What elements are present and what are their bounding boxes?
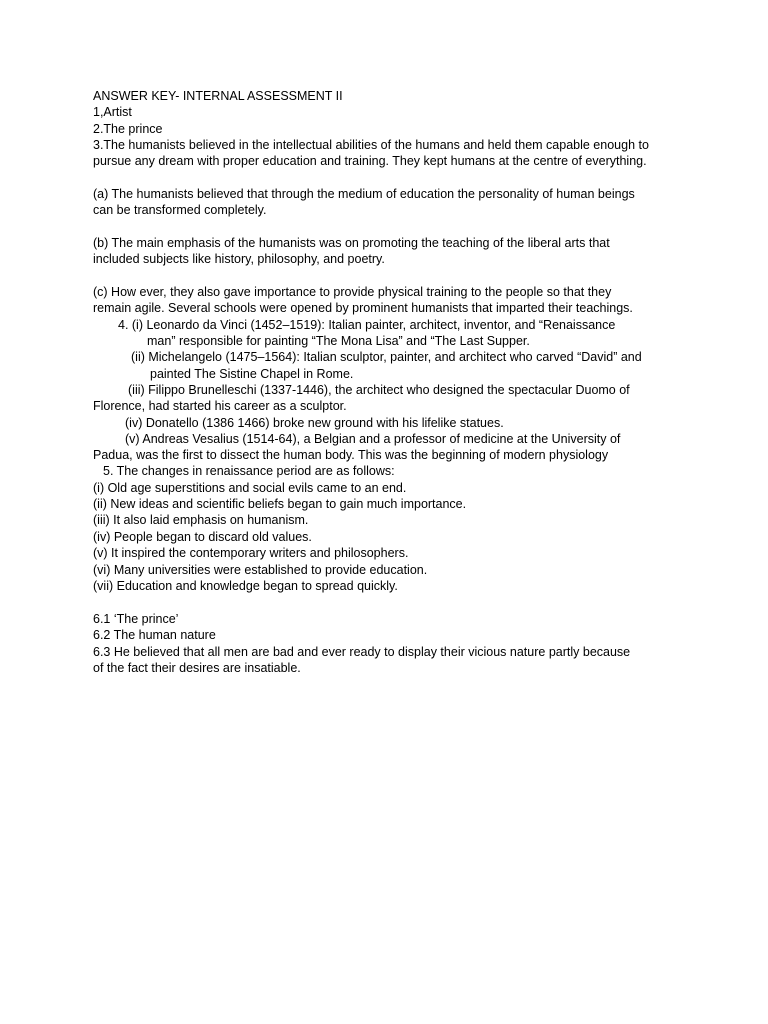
answer-4iv: (iv) Donatello (1386 1466) broke new ground with his lifelike statues. [125,416,504,430]
answer-5-item-vi: (vi) Many universities were established to provide education. [93,563,428,577]
answer-3b-line-1: (b) The main emphasis of the humanists was on promoting the teaching of the liberal arts that [93,236,610,250]
document-title: ANSWER KEY- INTERNAL ASSESSMENT II [93,89,343,103]
answer-3b-line-2: included subjects like history, philosophy, and poetry. [93,252,385,266]
answer-3a-line-2: can be transformed completely. [93,203,267,217]
answer-6-1: 6.1 ‘The prince’ [93,612,179,626]
answer-5-item-iv: (iv) People began to discard old values. [93,530,312,544]
answer-3-line-2: pursue any dream with proper education and training. They kept humans at the centre of everything. [93,154,647,168]
answer-5-item-ii: (ii) New ideas and scientific beliefs began to gain much importance. [93,497,467,511]
answer-4v-line-2: Padua, was the first to dissect the human body. This was the beginning of modern physiology [93,448,609,462]
answer-5-item-vii: (vii) Education and knowledge began to spread quickly. [93,579,398,593]
answer-3a-line-1: (a) The humanists believed that through the medium of education the personality of human beings [93,187,635,201]
answer-6-3-line-1: 6.3 He believed that all men are bad and ever ready to display their vicious nature partly because [93,645,631,659]
answer-4i-line-1: 4. (i) Leonardo da Vinci (1452–1519): Italian painter, architect, inventor, and “Renaissance [118,318,616,332]
answer-5-item-v: (v) It inspired the contemporary writers and philosophers. [93,546,409,560]
answer-4v-line-1: (v) Andreas Vesalius (1514-64), a Belgian and a professor of medicine at the University of [125,432,621,446]
answer-6-2: 6.2 The human nature [93,628,216,642]
answer-4iii-line-2: Florence, had started his career as a sculptor. [93,399,347,413]
answer-5-item-i: (i) Old age superstitions and social evils came to an end. [93,481,407,495]
answer-6-3-line-2: of the fact their desires are insatiable. [93,661,301,675]
answer-3c-line-1: (c) How ever, they also gave importance to provide physical training to the people so that they [93,285,612,299]
answer-2: 2.The prince [93,122,163,136]
answer-3c-line-2: remain agile. Several schools were opened by prominent humanists that imparted their teachings. [93,301,633,315]
answer-4ii-line-2: painted The Sistine Chapel in Rome. [150,367,354,381]
answer-5-heading: 5. The changes in renaissance period are as follows: [103,464,395,478]
answer-1: 1,Artist [93,105,132,119]
answer-3-line-1: 3.The humanists believed in the intellectual abilities of the humans and held them capable enough to [93,138,649,152]
answer-4i-line-2: man” responsible for painting “The Mona Lisa” and “The Last Supper. [147,334,530,348]
answer-4ii-line-1: (ii) Michelangelo (1475–1564): Italian sculptor, painter, and architect who carved “David” and [131,350,642,364]
answer-5-item-iii: (iii) It also laid emphasis on humanism. [93,513,309,527]
answer-4iii-line-1: (iii) Filippo Brunelleschi (1337-1446), the architect who designed the spectacular Duomo of [128,383,630,397]
